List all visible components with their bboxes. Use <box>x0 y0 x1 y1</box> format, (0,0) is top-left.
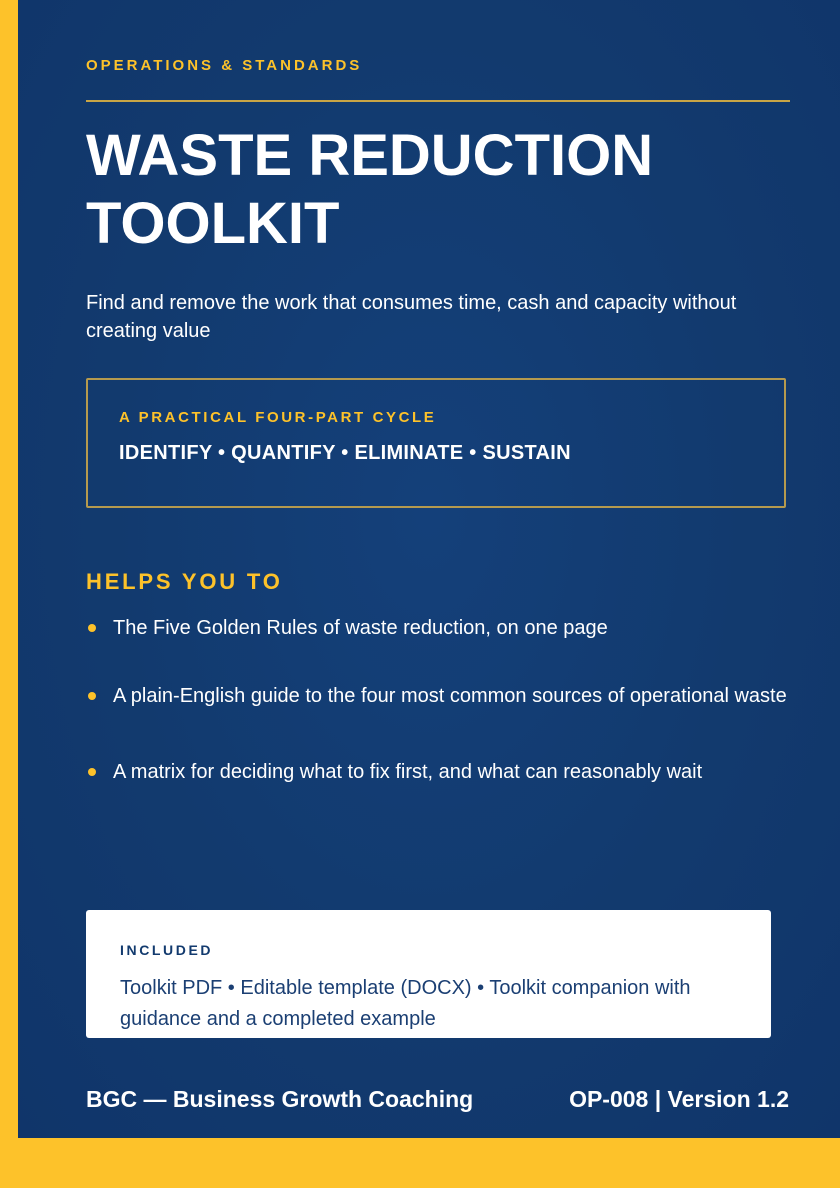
cycle-steps: IDENTIFY • QUANTIFY • ELIMINATE • SUSTAIN <box>119 442 571 464</box>
included-label: INCLUDED <box>120 942 214 958</box>
bullet-dot-icon <box>88 768 96 776</box>
benefit-text: The Five Golden Rules of waste reduction, on one page <box>113 617 608 639</box>
cycle-box <box>86 378 786 508</box>
bullet-dot-icon <box>88 692 96 700</box>
cycle-label: A PRACTICAL FOUR-PART CYCLE <box>119 409 437 426</box>
title-line-2: TOOLKIT <box>86 191 340 256</box>
included-box <box>86 910 771 1038</box>
footer-doc-id: OP-008 | Version 1.2 <box>569 1086 789 1112</box>
benefit-text: A matrix for deciding what to fix first, and what can reasonably wait <box>113 761 703 783</box>
title-line-1: WASTE REDUCTION <box>86 123 654 188</box>
footer-brand: BGC — Business Growth Coaching <box>86 1086 474 1112</box>
benefit-text: A plain-English guide to the four most common sources of operational waste <box>113 685 787 707</box>
benefits-heading: HELPS YOU TO <box>86 569 283 594</box>
bullet-dot-icon <box>88 624 96 632</box>
page-title <box>86 122 806 258</box>
subtitle: Find and remove the work that consumes time, cash and capacity without creating value <box>86 292 737 342</box>
divider-rule <box>86 100 790 102</box>
included-text: Toolkit PDF • Editable template (DOCX) • Toolkit companion with guidance and a completed example <box>120 977 691 1030</box>
category-label: OPERATIONS & STANDARDS <box>86 57 363 74</box>
